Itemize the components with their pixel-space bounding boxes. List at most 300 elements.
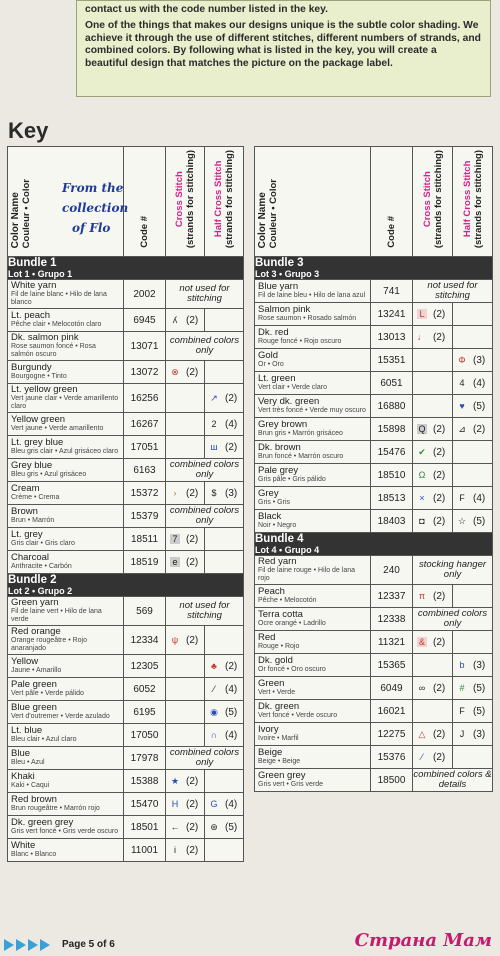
cross-stitch-cell: [413, 746, 453, 769]
table-row: [255, 769, 493, 792]
table-row: [255, 654, 493, 677]
half-cross-symbol: ⁄: [213, 683, 215, 694]
color-name-cell: [8, 597, 124, 626]
color-code: 569: [124, 597, 166, 626]
half-cross-cell: [453, 303, 493, 326]
color-code: 17050: [124, 724, 166, 747]
color-name-cell: [255, 631, 371, 654]
color-code: 18510: [371, 464, 413, 487]
table-row: [8, 413, 244, 436]
color-name-translation: Fil de laine vert • Hilo de lana verde: [11, 608, 102, 624]
half-cross-cell: [205, 551, 244, 574]
color-name-translation: Beige • Beige: [258, 758, 301, 766]
color-name: Gold: [258, 350, 279, 362]
color-name-translation: Ocre orangé • Ladrillo: [258, 620, 326, 628]
color-name: Khaki: [11, 771, 35, 783]
color-name-cell: [8, 793, 124, 816]
color-code: 6049: [371, 677, 413, 700]
cross-stitch-symbol: ×: [419, 492, 425, 503]
bundle-lot: Lot 3 • Grupo 3: [255, 269, 320, 280]
half-cross-strands: (5): [473, 682, 486, 694]
page-footer: Page 5 of 6: [62, 939, 115, 950]
half-cross-cell: [205, 793, 244, 816]
half-cross-symbol: ♥: [459, 400, 465, 411]
half-cross-cell: [205, 816, 244, 839]
color-code: 18519: [124, 551, 166, 574]
color-name-cell: [8, 770, 124, 793]
half-cross-symbol: ♣: [211, 660, 217, 671]
color-name-translation: Bleu gris clair • Azul grisáceo claro: [11, 448, 119, 456]
color-name-cell: [255, 654, 371, 677]
color-code: 15365: [371, 654, 413, 677]
half-cross-cell: [205, 436, 244, 459]
half-cross-cell: [453, 700, 493, 723]
half-cross-strands: (5): [225, 821, 238, 833]
half-cross-cell: [453, 631, 493, 654]
color-code: 6052: [124, 678, 166, 701]
half-cross-strands: (4): [225, 418, 238, 430]
cross-stitch-symbol: ♩: [417, 331, 427, 342]
cross-stitch-symbol: L: [417, 309, 427, 319]
color-name: Brown: [11, 506, 38, 518]
color-name-cell: [8, 280, 124, 309]
color-name: Pale grey: [258, 465, 299, 477]
note-cell: combined colors & details: [413, 769, 492, 791]
cross-stitch-cell: [413, 326, 453, 349]
cross-stitch-symbol: ⊗: [171, 366, 179, 377]
cross-stitch-cell: [413, 441, 453, 464]
color-name: Very dk. green: [258, 396, 320, 408]
color-name: Lt. peach: [11, 310, 51, 322]
table-row: [8, 747, 244, 770]
half-cross-strands: (3): [473, 728, 486, 740]
cross-stitch-cell: [413, 395, 453, 418]
cross-stitch-symbol: ◘: [419, 515, 425, 526]
color-code: 11001: [124, 839, 166, 862]
color-code: 13072: [124, 361, 166, 384]
table-row: [8, 332, 244, 361]
half-cross-cell: [453, 510, 493, 533]
cross-stitch-symbol: ψ: [171, 634, 179, 645]
half-cross-strands: (3): [473, 659, 486, 671]
color-name: Black: [258, 511, 282, 523]
cross-stitch-strands: (2): [433, 492, 446, 504]
cross-stitch-cell: [413, 464, 453, 487]
cross-stitch-cell: [166, 793, 205, 816]
cross-stitch-cell: [166, 384, 205, 413]
color-name-translation: Pêche • Melocotón: [258, 597, 317, 605]
color-name: Lt. grey: [11, 529, 43, 541]
half-cross-symbol: $: [211, 487, 217, 498]
table-row: [255, 631, 493, 654]
color-name: Pale green: [11, 679, 57, 691]
half-cross-cell: [453, 349, 493, 372]
color-name: Blue: [11, 748, 31, 760]
bundle-row: [255, 533, 493, 556]
table-row: [255, 510, 493, 533]
cross-stitch-strands: (2): [186, 366, 199, 378]
color-name-translation: Gris pâle • Gris pálido: [258, 476, 326, 484]
half-cross-symbol: ◉: [210, 706, 218, 717]
color-code: 15376: [371, 746, 413, 769]
half-cross-symbol: 4: [459, 377, 465, 388]
half-cross-strands: (5): [473, 400, 486, 412]
color-name-translation: Vert clair • Verde claro: [258, 384, 327, 392]
color-name: White: [11, 840, 36, 852]
color-name: Charcoal: [11, 552, 50, 564]
color-name-translation: Fil de laine blanc • Hilo de lana blanco: [11, 291, 107, 307]
cross-stitch-cell: [413, 510, 453, 533]
cross-stitch-cell: [413, 677, 453, 700]
color-name-translation: Or foncé • Oro oscuro: [258, 666, 326, 674]
color-code: 13071: [124, 332, 166, 361]
color-code: 13013: [371, 326, 413, 349]
table-row: [255, 372, 493, 395]
color-name-cell: [8, 332, 124, 361]
note-cell: combined colors only: [166, 332, 244, 361]
color-code: 18500: [371, 769, 413, 792]
color-name-translation: Bleu clair • Azul claro: [11, 736, 77, 744]
color-name-translation: Vert jaune • Verde amarillento: [11, 425, 104, 433]
color-name-cell: [255, 280, 371, 303]
table-row: [8, 793, 244, 816]
half-cross-symbol: ш: [210, 441, 218, 452]
color-name: Dk. green grey: [11, 817, 74, 829]
cross-stitch-strands: (2): [433, 423, 446, 435]
half-cross-cell: [205, 482, 244, 505]
color-name-cell: [255, 510, 371, 533]
color-name: Grey: [258, 488, 279, 500]
cross-stitch-strands: (2): [186, 775, 199, 787]
cross-stitch-symbol: ⁄: [421, 751, 423, 762]
color-name: Peach: [258, 586, 285, 598]
note-cell: combined colors only: [413, 608, 493, 631]
table-row: [255, 723, 493, 746]
intro-box: [76, 0, 491, 97]
table-row: [8, 816, 244, 839]
cross-stitch-strands: (2): [186, 533, 199, 545]
note-cell: stocking hanger only: [413, 556, 493, 585]
table-row: [8, 309, 244, 332]
cross-stitch-cell: [166, 724, 205, 747]
table-row: [8, 839, 244, 862]
cross-stitch-cell: [413, 585, 453, 608]
color-name-cell: [255, 677, 371, 700]
color-name-translation: Jaune • Amarillo: [11, 667, 62, 675]
color-name-translation: Gris clair • Gris claro: [11, 540, 75, 548]
intro-line-1: contact us with the code number listed in the key.: [85, 4, 328, 15]
half-cross-symbol: 2: [211, 418, 217, 429]
cross-stitch-strands: (2): [186, 634, 199, 646]
color-name-cell: [255, 585, 371, 608]
cross-stitch-strands: (2): [186, 798, 199, 810]
color-name-cell: [8, 747, 124, 770]
cross-stitch-symbol: H: [171, 798, 179, 809]
color-name: Grey blue: [11, 460, 53, 472]
cross-stitch-strands: (2): [433, 331, 446, 343]
color-name: Yellow: [11, 656, 39, 668]
table-header: [255, 147, 493, 257]
table-row: [8, 482, 244, 505]
color-code: 12305: [124, 655, 166, 678]
half-cross-symbol: ↗: [210, 392, 218, 403]
half-cross-stitch-header: Half Cross Stitch (strands for stitching): [453, 147, 493, 257]
color-name: Lt. green: [258, 373, 296, 385]
color-name: Lt. yellow green: [11, 384, 78, 396]
cross-stitch-cell: [413, 487, 453, 510]
color-name-cell: [255, 556, 371, 585]
color-name-translation: Brun rougeâtre • Marrón rojo: [11, 805, 100, 813]
table-row: [8, 551, 244, 574]
color-code: 2002: [124, 280, 166, 309]
cross-stitch-strands: (2): [433, 728, 446, 740]
half-cross-symbol: #: [459, 682, 465, 693]
color-name: Blue yarn: [258, 281, 299, 293]
half-cross-cell: [205, 413, 244, 436]
cross-stitch-strands: (2): [186, 556, 199, 568]
table-row: [8, 655, 244, 678]
color-name-translation: Brun foncé • Marrón oscuro: [258, 453, 344, 461]
color-name: Blue green: [11, 702, 57, 714]
color-name: Green grey: [258, 770, 306, 782]
color-name: Beige: [258, 747, 283, 759]
watermark: From the collection of Flo: [62, 181, 129, 235]
cross-stitch-header: Cross Stitch (strands for stitching): [166, 147, 205, 257]
color-code: 15372: [124, 482, 166, 505]
bundle-row: [8, 257, 244, 280]
cross-stitch-cell: [166, 655, 205, 678]
color-name: Dk. red: [258, 327, 289, 339]
color-code: 15470: [124, 793, 166, 816]
color-code: 15379: [124, 505, 166, 528]
table-row: [255, 487, 493, 510]
color-code: 17051: [124, 436, 166, 459]
table-row: [8, 384, 244, 413]
color-name-translation: Pêche clair • Melocotón claro: [11, 321, 102, 329]
color-name-cell: [255, 418, 371, 441]
cross-stitch-cell: [166, 678, 205, 701]
color-name: Lt. grey blue: [11, 437, 64, 449]
table-row: [255, 608, 493, 631]
half-cross-cell: [205, 626, 244, 655]
color-name-translation: Gris • Gris: [258, 499, 291, 507]
cross-stitch-strands: (2): [433, 515, 446, 527]
color-name-translation: Anthracite • Carbón: [11, 563, 72, 571]
color-name-cell: [255, 395, 371, 418]
cross-stitch-symbol: i: [174, 844, 176, 855]
color-name-translation: Rose saumon • Rosado salmón: [258, 315, 357, 323]
cross-stitch-symbol: △: [418, 728, 426, 739]
half-cross-symbol: Φ: [458, 354, 466, 365]
color-name-cell: [8, 551, 124, 574]
color-name-cell: [255, 464, 371, 487]
half-cross-cell: [205, 384, 244, 413]
color-name: Cream: [11, 483, 40, 495]
color-name-translation: Gris vert • Gris verde: [258, 781, 324, 789]
color-name-cell: [255, 608, 371, 631]
cross-stitch-symbol: π: [418, 590, 426, 601]
color-code: 15388: [124, 770, 166, 793]
half-cross-strands: (2): [473, 423, 486, 435]
intro-paragraph: One of the things that makes our designs unique is the subtle color shading. We achieve it through the use of different stitches, different numbers of strands, and combined colors. By following what is listed in the key, you will create a beautiful design that matches the picture on the package label.: [85, 20, 481, 69]
color-code: 6051: [371, 372, 413, 395]
color-name-cell: [8, 724, 124, 747]
color-name: Yellow green: [11, 414, 66, 426]
table-row: [255, 395, 493, 418]
cross-stitch-cell: [166, 482, 205, 505]
color-name-translation: Vert d'outremer • Verde azulado: [11, 713, 110, 721]
half-cross-cell: [453, 746, 493, 769]
bundle-title: Bundle 4: [255, 533, 304, 546]
cross-stitch-cell: [166, 528, 205, 551]
color-name-cell: [8, 482, 124, 505]
color-name-cell: [8, 626, 124, 655]
color-name-translation: Vert très foncé • Verde muy oscuro: [258, 407, 366, 415]
color-name-cell: [255, 723, 371, 746]
cross-stitch-symbol: ʎ: [172, 314, 178, 325]
code-header: Code #: [371, 147, 413, 257]
color-code: 18513: [371, 487, 413, 510]
color-name: Dk. brown: [258, 442, 301, 454]
color-name: Red: [258, 632, 276, 644]
color-code: 6163: [124, 459, 166, 482]
half-cross-strands: (4): [225, 729, 238, 741]
cross-stitch-strands: (2): [433, 751, 446, 763]
arrows-icon: [4, 938, 64, 952]
color-name-cell: [255, 700, 371, 723]
bundle-header: [8, 574, 244, 597]
cross-stitch-cell: [413, 700, 453, 723]
color-name-translation: Or • Oro: [258, 361, 284, 369]
color-code: 6945: [124, 309, 166, 332]
half-cross-symbol: J: [459, 728, 465, 739]
cross-stitch-strands: (2): [186, 821, 199, 833]
half-cross-cell: [205, 724, 244, 747]
cross-stitch-strands: (2): [433, 446, 446, 458]
color-code: 17978: [124, 747, 166, 770]
table-row: [8, 528, 244, 551]
color-name-translation: Bourgogne • Tinto: [11, 373, 67, 381]
bundle-lot: Lot 4 • Grupo 4: [255, 545, 320, 556]
cross-stitch-strands: (2): [186, 487, 199, 499]
half-cross-cell: [453, 395, 493, 418]
color-code: 12275: [371, 723, 413, 746]
table-row: [8, 724, 244, 747]
note-cell: not used for stitching: [166, 597, 244, 626]
color-code: 16256: [124, 384, 166, 413]
color-name: Burgundy: [11, 362, 52, 374]
color-name: Dk. green: [258, 701, 300, 713]
color-code: 6195: [124, 701, 166, 724]
color-code: 15351: [371, 349, 413, 372]
half-cross-cell: [453, 585, 493, 608]
half-cross-cell: [205, 655, 244, 678]
color-name-cell: [255, 746, 371, 769]
cross-stitch-cell: [166, 361, 205, 384]
bundle-header: [8, 257, 244, 280]
cross-stitch-symbol: ›: [173, 487, 177, 498]
color-name-cell: [255, 487, 371, 510]
half-cross-cell: [453, 723, 493, 746]
cross-stitch-symbol: ★: [170, 775, 180, 786]
half-cross-strands: (4): [225, 798, 238, 810]
half-cross-symbol: ☆: [457, 515, 467, 526]
color-name: Red brown: [11, 794, 57, 806]
cross-stitch-symbol: Q: [418, 423, 426, 434]
color-name-translation: Noir • Negro: [258, 522, 297, 530]
half-cross-symbol: ⊿: [458, 423, 466, 434]
half-cross-cell: [205, 839, 244, 862]
bundle-lot: Lot 2 • Grupo 2: [8, 586, 73, 597]
color-name-translation: Ivoire • Marfil: [258, 735, 299, 743]
cross-stitch-cell: [413, 654, 453, 677]
color-name-cell: [255, 372, 371, 395]
half-cross-strands: (4): [473, 492, 486, 504]
cross-stitch-cell: [413, 418, 453, 441]
half-cross-cell: [453, 441, 493, 464]
cross-stitch-strands: (2): [186, 844, 199, 856]
table-row: [255, 700, 493, 723]
half-cross-symbol: ⊛: [210, 821, 218, 832]
table-row: [8, 505, 244, 528]
table-row: [255, 464, 493, 487]
color-name-translation: Vert jaune clair • Verde amarillento claro: [11, 395, 119, 411]
color-name-header: Color Name Couleur • Color: [8, 147, 124, 257]
half-cross-cell: [205, 528, 244, 551]
cross-stitch-cell: [166, 839, 205, 862]
color-name-cell: [8, 701, 124, 724]
cross-stitch-header: Cross Stitch (strands for stitching): [413, 147, 453, 257]
color-code: 16267: [124, 413, 166, 436]
color-name-cell: [8, 309, 124, 332]
color-code: 15476: [371, 441, 413, 464]
cross-stitch-strands: (2): [433, 682, 446, 694]
color-name-cell: [8, 361, 124, 384]
table-row: [255, 303, 493, 326]
table-row: [8, 459, 244, 482]
color-name-cell: [8, 655, 124, 678]
cross-stitch-cell: [413, 372, 453, 395]
color-name-translation: Gris vert foncé • Gris verde oscuro: [11, 828, 119, 836]
table-row: [8, 597, 244, 626]
cross-stitch-cell: [413, 631, 453, 654]
color-name: Salmon pink: [258, 304, 311, 316]
half-cross-cell: [205, 770, 244, 793]
color-name: Dk. gold: [258, 655, 293, 667]
half-cross-cell: [453, 372, 493, 395]
cross-stitch-symbol: e: [170, 557, 180, 567]
cross-stitch-cell: [166, 770, 205, 793]
table-row: [255, 418, 493, 441]
color-name-translation: Rouge foncé • Rojo oscuro: [258, 338, 342, 346]
color-name-translation: Rose saumon foncé • Rosa salmón oscuro: [11, 343, 96, 359]
half-cross-stitch-header: Half Cross Stitch (strands for stitching): [205, 147, 244, 257]
half-cross-cell: [205, 701, 244, 724]
half-cross-strands: (3): [473, 354, 486, 366]
color-name: Terra cotta: [258, 609, 303, 621]
cross-stitch-cell: [166, 701, 205, 724]
bundle-row: [8, 574, 244, 597]
color-name: Ivory: [258, 724, 279, 736]
color-name-translation: Rouge • Rojo: [258, 643, 300, 651]
cross-stitch-strands: (2): [186, 314, 199, 326]
color-name-cell: [255, 326, 371, 349]
bundle-row: [255, 257, 493, 280]
color-name-translation: Bleu • Azul: [11, 759, 45, 767]
note-cell: combined colors only: [166, 505, 244, 528]
color-name-cell: [255, 349, 371, 372]
half-cross-strands: (5): [473, 705, 486, 717]
